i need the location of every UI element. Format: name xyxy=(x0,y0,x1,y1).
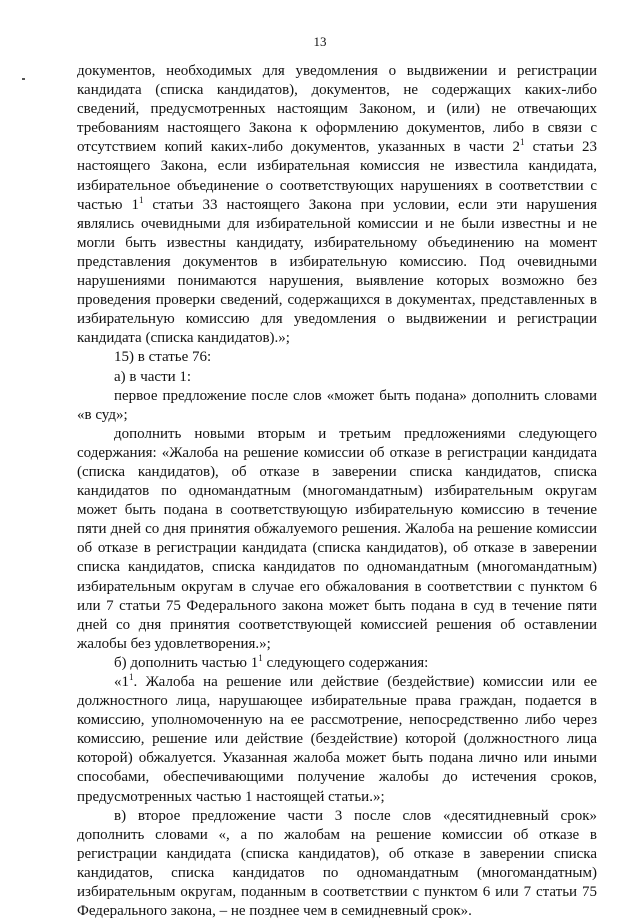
item-15-heading: 15) в статье 76: xyxy=(114,349,212,366)
page-number: 13 xyxy=(313,34,327,49)
paragraph-continuation xyxy=(77,62,597,348)
paragraph-part-1-1 xyxy=(77,673,597,807)
superscript: 1 xyxy=(138,194,144,205)
paragraph-first-sentence-amendment: первое предложение после слов «может быть подана» дополнить словами «в суд»; xyxy=(77,387,597,423)
paragraph-text: статьи 33 настоящего Закона при условии, если эти нарушения являлись очевидными для избирательной комиссии и не были известны и не могли быть известны кандидату, избирательному объединению на момент представления документов в избирательную комиссию. Под очевидными нарушениями понимаются нарушения, выявление которых возможно без проведения проверки сведений, содержащихся в документах, представленных в избирательную комиссию для уведомления о выдвижении и регистрации кандидата (списка кандидатов).»; xyxy=(77,196,597,347)
paragraph-new-sentences: дополнить новыми вторым и третьим предложениями следующего содержания: «Жалоба на решение комиссии об отказе в регистрации кандидата (списка кандидатов), об отказе в заверении списка кандидатов, списка кандидатов по одномандатным (многомандатным) избирательным округам может быть подана в соответствующую избирательную комиссию в течение пяти дней со дня принятия обжалуемого решения. Жалоба на решение комиссии об отказе в регистрации кандидата (списка кандидатов), об отказе в заверении списка кандидатов, списка кандидатов по одномандатным (многомандатным) избирательным округам в случае его обжалования в соответствии с пунктом 6 или 7 статьи 75 Федерального закона может быть подана в суд в течение пяти дней со дня принятия соответствующей комиссией решения об оставлении жалобы без удовлетворения.»; xyxy=(77,425,597,652)
paragraph-text: статьи 23 настоящего Закона, если избирательная комиссия не известила кандидата, избирательное объединение о соответствующих нарушениях в соответствии с частью 1 xyxy=(77,139,598,213)
item-b-heading xyxy=(77,654,597,673)
scan-margin-mark xyxy=(22,78,25,80)
paragraph-text: «1 xyxy=(114,674,129,690)
superscript: 1 xyxy=(258,652,263,663)
paragraph-text: документов, необходимых для уведомления о выдвижении и регистрации кандидата (списка кандидатов), документов, не содержащих каких-либо сведений, предусмотренных настоящим Законом, и (или) не отвечающих требованиям настоящего Закона к оформлению документов, либо в связи с отсутствием копий каких-либо документов, указанных в части 2 xyxy=(77,63,597,156)
paragraph-text: следующего содержания: xyxy=(262,654,429,671)
superscript: 1 xyxy=(129,672,134,682)
paragraph-item-v: в) второе предложение части 3 после слов «десятидневный срок» дополнить словами «, а по жалобам на решение комиссии об отказе в регистрации кандидата (списка кандидатов), об отказе в заверении списка кандидатов, списка кандидатов по одномандатным (многомандатным) избирательным округам, поданным в соответствии с пунктом 6 или 7 статьи 75 Федерального закона, – не позднее чем в семидневный срок». xyxy=(77,807,597,920)
item-a-heading: а) в части 1: xyxy=(114,368,192,385)
superscript: 1 xyxy=(519,137,525,148)
paragraph-text: . Жалоба на решение или действие (бездействие) комиссии или ее должностного лица, нарушающее избирательные права граждан, подается в комиссию, уполномоченную на ее рассмотрение, непосредственно либо через комиссию, решение или действие (бездействие) которой (должностного лица которой) обжалуется. Указанная жалоба может быть подана лично или иными способами, обеспечивающими получение жалобы до истечения сроков, предусмотренных частью 1 настоящей статьи.»; xyxy=(77,674,597,805)
paragraph-text: б) дополнить частью 1 xyxy=(114,654,259,671)
document-body xyxy=(77,62,597,921)
